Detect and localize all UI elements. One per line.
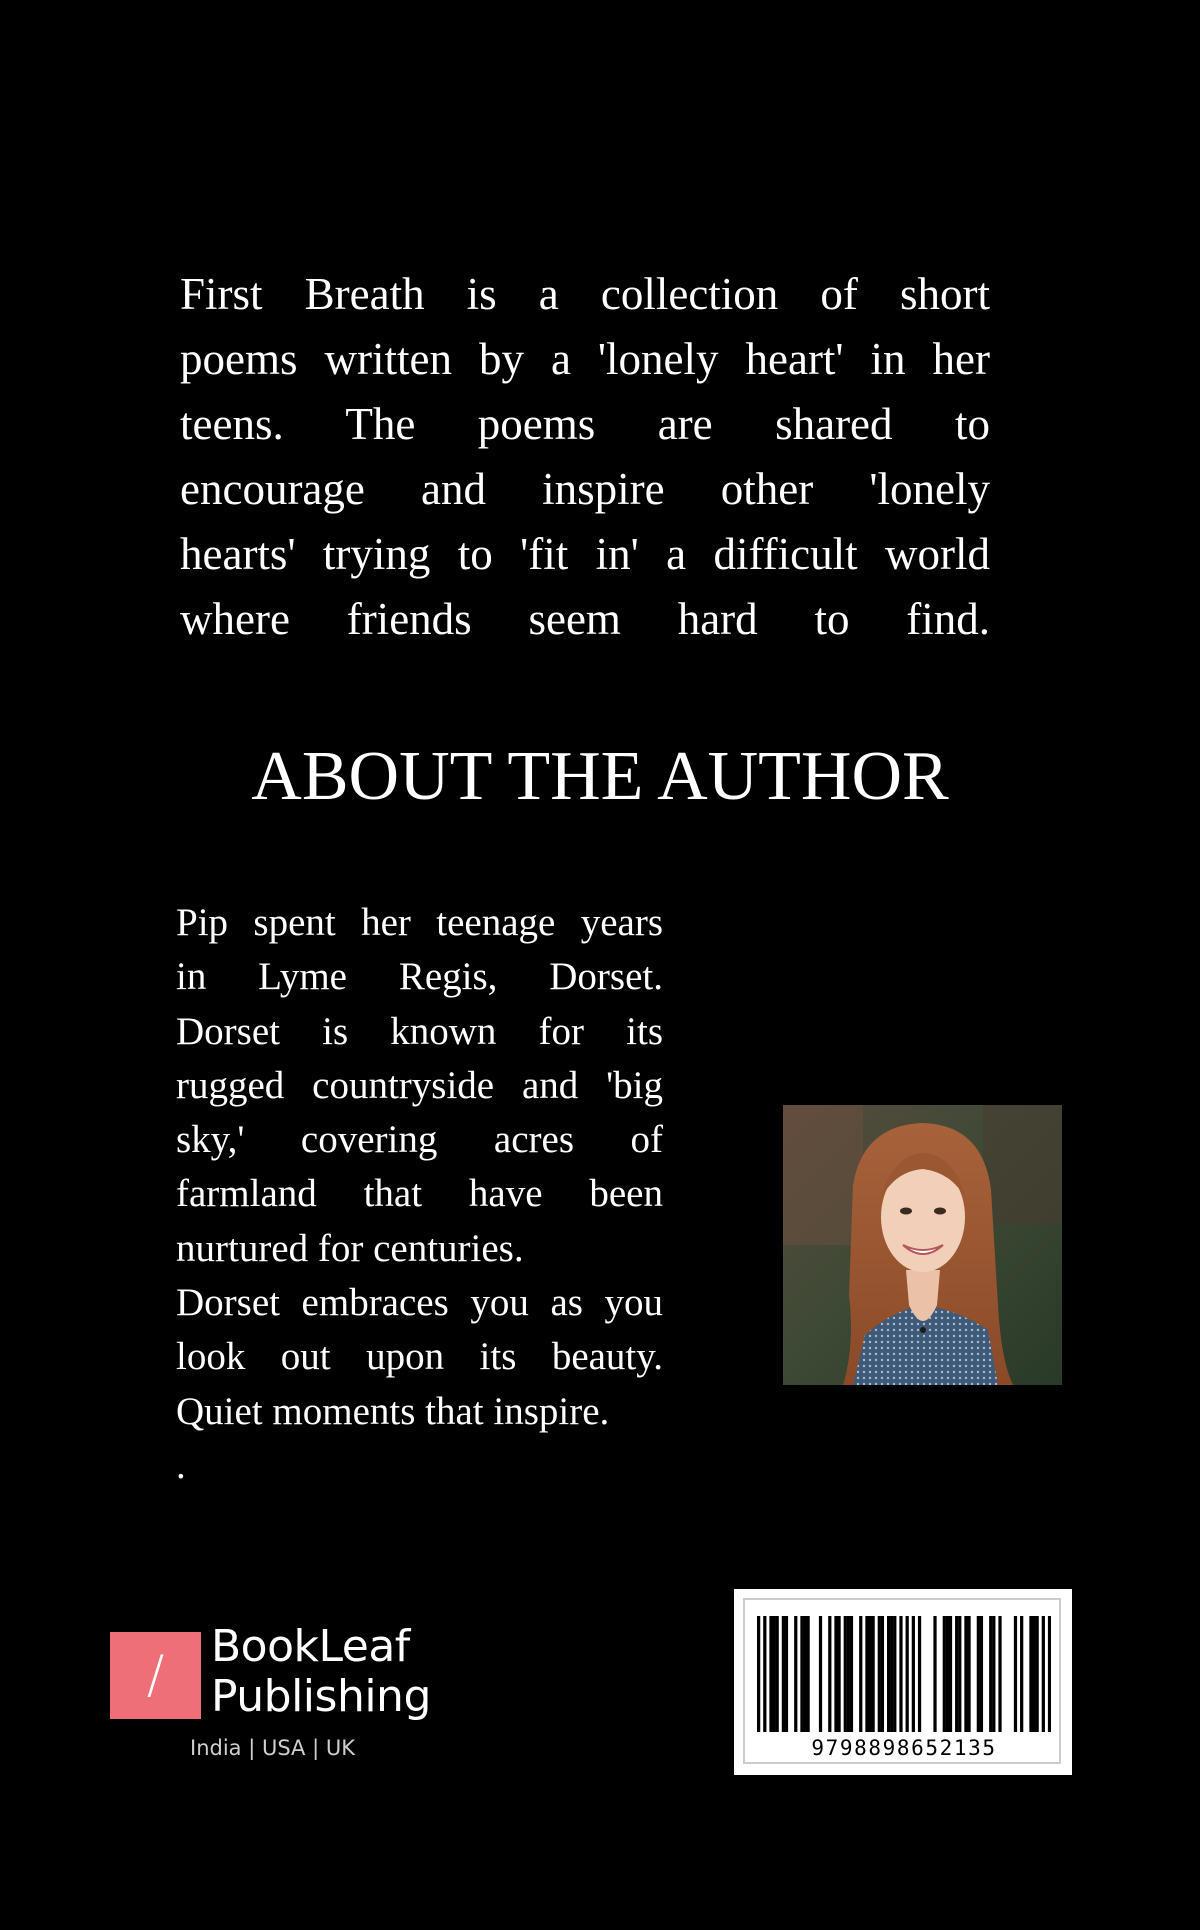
barcode-bar <box>949 1616 952 1732</box>
bio-line: . <box>176 1443 186 1487</box>
bio-line: in Lyme Regis, Dorset. <box>176 955 663 999</box>
bio-line: sky,' covering acres of <box>176 1118 663 1162</box>
barcode-bar <box>912 1616 915 1732</box>
barcode-bar <box>865 1616 868 1732</box>
barcode-bar <box>977 1616 980 1732</box>
barcode-bar <box>803 1616 806 1732</box>
barcode-bar <box>992 1616 995 1732</box>
publisher-regions: India | USA | UK <box>190 1736 355 1760</box>
barcode-bar <box>980 1616 983 1732</box>
barcode-bar <box>1020 1616 1023 1732</box>
publisher-logo <box>110 1621 450 1768</box>
barcode-bar <box>943 1616 946 1732</box>
barcode-bar <box>1032 1616 1035 1732</box>
barcode-bar <box>887 1616 890 1732</box>
barcode-bar <box>1029 1616 1032 1732</box>
barcode-bar <box>998 1616 1001 1732</box>
barcode-bar <box>955 1616 958 1732</box>
barcode-bar <box>878 1616 881 1732</box>
barcode-bar <box>1048 1616 1051 1732</box>
barcode-bar <box>763 1616 766 1732</box>
barcode-frame <box>743 1598 1061 1764</box>
barcode-bar <box>757 1616 760 1732</box>
barcode-bar <box>834 1616 837 1732</box>
bio-line: Pip spent her teenage years <box>176 901 663 944</box>
barcode-bar <box>918 1616 921 1732</box>
publisher-name-line2: Publishing <box>211 1671 431 1722</box>
author-bio <box>176 896 663 1493</box>
logo-slash-icon: / <box>146 1645 165 1705</box>
barcode-bar <box>946 1616 949 1732</box>
barcode-bar <box>837 1616 840 1732</box>
bio-line: rugged countryside and 'big <box>176 1063 663 1107</box>
about-author-heading: ABOUT THE AUTHOR <box>251 738 949 815</box>
barcode-bar <box>933 1616 936 1732</box>
barcode-bar <box>859 1616 862 1732</box>
barcode-bar <box>828 1616 831 1732</box>
bio-line: Quiet moments that inspire. <box>176 1389 610 1433</box>
barcode-bar <box>881 1616 884 1732</box>
barcode-bar <box>844 1616 847 1732</box>
blurb-line: where friends seem hard to find. <box>180 594 990 644</box>
isbn-number: 9798898652135 <box>811 1736 997 1760</box>
barcode-bar <box>890 1616 893 1732</box>
bio-line: look out upon its beauty. <box>176 1335 663 1379</box>
barcode-bar <box>906 1616 909 1732</box>
barcode-bar <box>967 1616 970 1732</box>
barcode-bar <box>958 1616 961 1732</box>
isbn-barcode <box>734 1589 1072 1775</box>
bio-line: nurtured for centuries. <box>176 1226 524 1270</box>
barcode-bar <box>800 1616 803 1732</box>
barcode-bar <box>893 1616 896 1732</box>
blurb-line: First Breath is a collection of short <box>180 269 990 319</box>
bio-line: farmland that have been <box>176 1172 663 1216</box>
barcode-bar <box>847 1616 850 1732</box>
blurb-line: poems written by a 'lonely heart' in her <box>180 334 990 384</box>
blurb-line: encourage and inspire other 'lonely <box>180 464 990 514</box>
back-cover-blurb <box>180 262 990 652</box>
barcode-bar <box>819 1616 822 1732</box>
barcode-bar <box>1036 1616 1039 1732</box>
barcode-bar <box>782 1616 785 1732</box>
barcode-bar <box>868 1616 871 1732</box>
barcode-bar <box>1014 1616 1017 1732</box>
publisher-name <box>211 1622 431 1722</box>
barcode-bar <box>872 1616 875 1732</box>
author-photo <box>783 1105 1062 1385</box>
blurb-line: hearts' trying to 'fit in' a difficult world <box>180 529 990 579</box>
barcode-bar <box>772 1616 775 1732</box>
publisher-name-line1: BookLeaf <box>211 1621 410 1672</box>
barcode-bar <box>794 1616 797 1732</box>
barcode-bar <box>785 1616 788 1732</box>
barcode-bar <box>807 1616 810 1732</box>
barcode-bar <box>989 1616 992 1732</box>
barcode-bar <box>769 1616 772 1732</box>
barcode-bars <box>757 1616 1051 1732</box>
barcode-bar <box>899 1616 902 1732</box>
blurb-line: teens. The poems are shared to <box>180 399 990 449</box>
barcode-bar <box>964 1616 967 1732</box>
barcode-bar <box>1042 1616 1045 1732</box>
bio-line: Dorset embraces you as you <box>176 1281 663 1325</box>
bio-line: Dorset is known for its <box>176 1009 663 1053</box>
barcode-bar <box>776 1616 779 1732</box>
barcode-bar <box>850 1616 853 1732</box>
